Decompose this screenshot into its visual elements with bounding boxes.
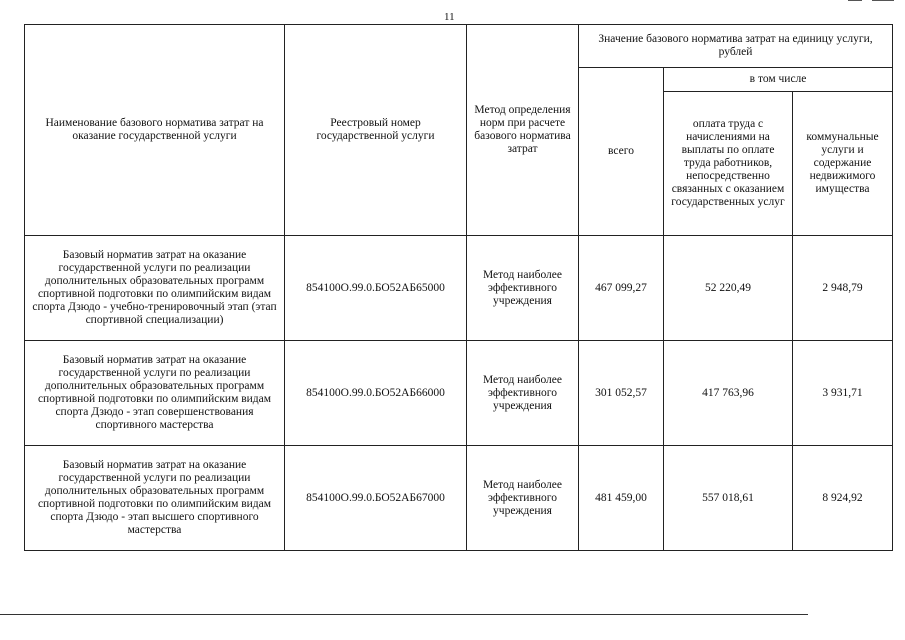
- cell-name: Базовый норматив затрат на оказание государственной услуги по реализации дополнительных образовательных программ спортивной подготовки по олимпийским видам спорта Дзюдо - этап высшего спортивного мастерства: [25, 446, 285, 551]
- cell-total: 301 052,57: [579, 341, 664, 446]
- cell-method: Метод наиболее эффективного учреждения: [467, 446, 579, 551]
- cell-labor: 417 763,96: [664, 341, 793, 446]
- cell-total: 481 459,00: [579, 446, 664, 551]
- cell-name: Базовый норматив затрат на оказание государственной услуги по реализации дополнительных образовательных программ спортивной подготовки по олимпийским видам спорта Дзюдо - учебно-тренировочный этап (этап спортивной специализации): [25, 236, 285, 341]
- header-registry-number: Реестровый номер государственной услуги: [285, 25, 467, 236]
- header-total: всего: [579, 68, 664, 236]
- cell-method: Метод наиболее эффективного учреждения: [467, 341, 579, 446]
- cell-labor: 52 220,49: [664, 236, 793, 341]
- header-utilities: коммунальные услуги и содержание недвижимого имущества: [793, 92, 893, 236]
- header-row-1: [25, 25, 893, 68]
- cell-labor: 557 018,61: [664, 446, 793, 551]
- header-labor: оплата труда с начислениями на выплаты по оплате труда работников, непосредственно связанных с оказанием государственных услуг: [664, 92, 793, 236]
- scan-edge-mark: [848, 0, 862, 1]
- cell-utilities: 8 924,92: [793, 446, 893, 551]
- scan-bottom-line: [0, 614, 808, 615]
- cost-norm-table: [24, 24, 893, 551]
- cell-name: Базовый норматив затрат на оказание государственной услуги по реализации дополнительных образовательных программ спортивной подготовки по олимпийским видам спорта Дзюдо - этап совершенствования спортивного мастерства: [25, 341, 285, 446]
- header-including: в том числе: [664, 68, 893, 92]
- cell-registry-number: 854100О.99.0.БО52АБ67000: [285, 446, 467, 551]
- scan-edge-mark: [872, 0, 894, 1]
- cell-utilities: 3 931,71: [793, 341, 893, 446]
- cell-utilities: 2 948,79: [793, 236, 893, 341]
- cell-registry-number: 854100О.99.0.БО52АБ66000: [285, 341, 467, 446]
- cell-registry-number: 854100О.99.0.БО52АБ65000: [285, 236, 467, 341]
- header-value-group: Значение базового норматива затрат на единицу услуги, рублей: [579, 25, 893, 68]
- table-row: [25, 341, 893, 446]
- header-method: Метод определения норм при расчете базового норматива затрат: [467, 25, 579, 236]
- cell-method: Метод наиболее эффективного учреждения: [467, 236, 579, 341]
- cell-total: 467 099,27: [579, 236, 664, 341]
- page-number: 11: [444, 11, 455, 23]
- table-row: [25, 446, 893, 551]
- table-row: [25, 236, 893, 341]
- header-name: Наименование базового норматива затрат на оказание государственной услуги: [25, 25, 285, 236]
